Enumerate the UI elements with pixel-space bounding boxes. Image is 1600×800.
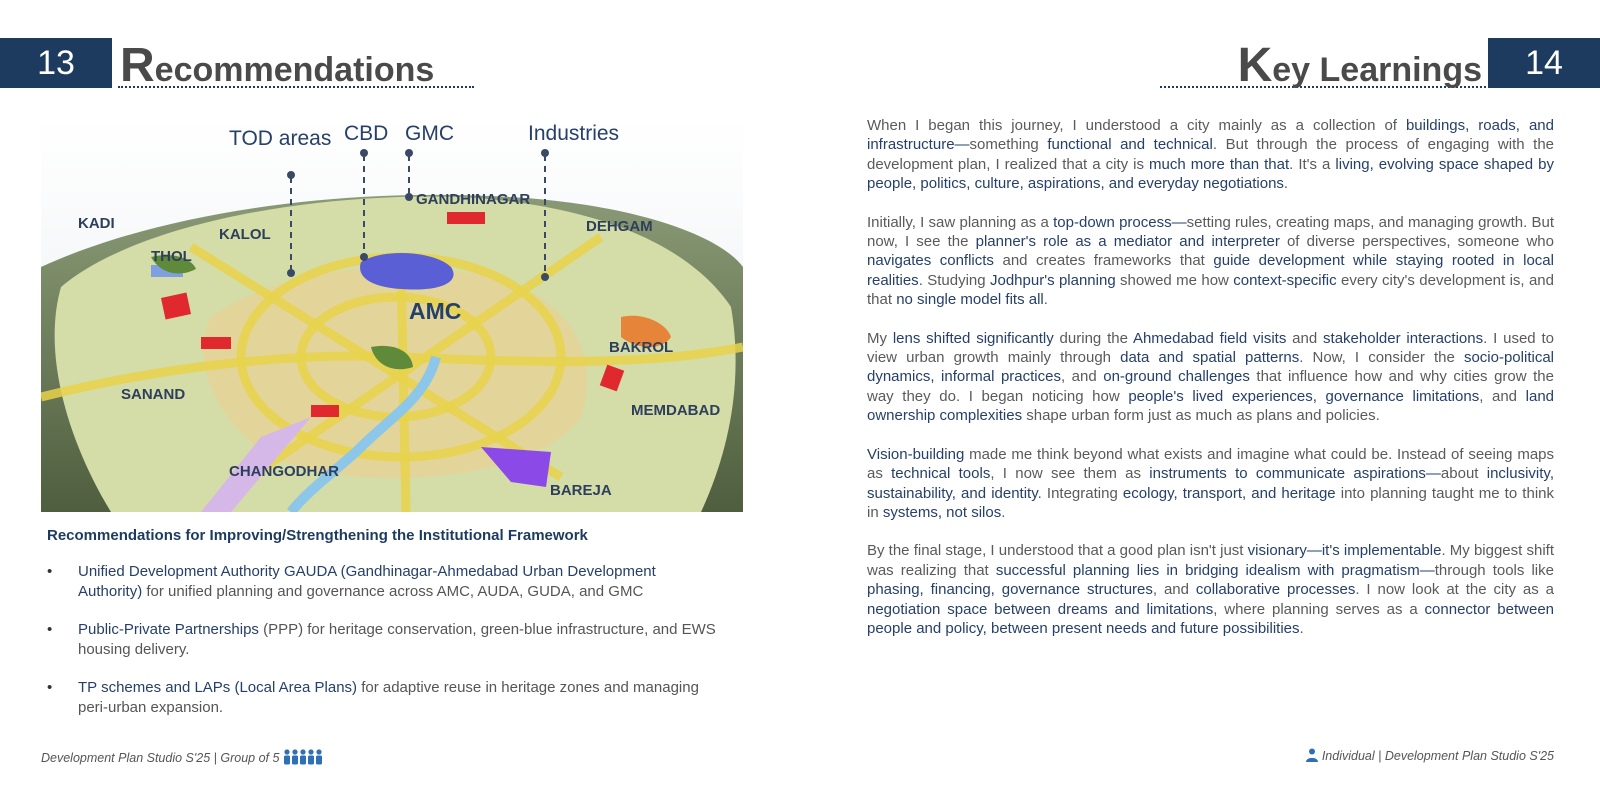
paragraph-text: , I now see them as (990, 465, 1150, 483)
highlight-phrase: buildings, roads, and infrastructure— (867, 117, 1554, 154)
bullet-icon: • (47, 679, 53, 696)
paragraph-text: . (1283, 175, 1289, 193)
development-plan-map (41, 117, 743, 512)
list-item (47, 562, 717, 601)
title-initial: K (1237, 39, 1273, 92)
footer-right-text: Individual | Development Plan Studio S'25 (1321, 748, 1554, 763)
paragraph-text: through tools like (1434, 561, 1554, 579)
map-label-amc: AMC (409, 298, 462, 324)
group-people-icon (283, 748, 323, 769)
map-place-changodhar: CHANGODHAR (229, 463, 339, 480)
map-place-kalol: KALOL (219, 226, 271, 243)
list-item (47, 678, 717, 717)
highlight-phrase: context-specific (1233, 271, 1337, 289)
page-number-left: 13 (0, 38, 112, 88)
paragraph-text: . I used to view urban growth mainly through (867, 329, 1554, 367)
bullet-icon: • (47, 563, 53, 580)
map-place-bakrol: BAKROL (609, 339, 674, 356)
item-highlight: TP schemes and LAPs (Local Area Plans) (78, 679, 358, 696)
paragraph-text: during the (1053, 329, 1133, 347)
paragraph-text: that influence how and why cities grow the way they do. I began noticing how (867, 368, 1554, 405)
highlight-phrase: successful planning lies in bridging idealism with pragmatism— (995, 561, 1435, 579)
highlight-phrase: ecology, transport, and heritage (1122, 484, 1336, 502)
highlight-phrase: phasing, financing, governance structures (867, 581, 1153, 599)
map-place-memdabad: MEMDABAD (631, 402, 721, 419)
learning-paragraph (867, 541, 1554, 638)
page-title-key-learnings (1160, 38, 1486, 92)
paragraph-text: . But through the process of engaging with the development plan, I realized that a city is (867, 136, 1555, 173)
map-label-tod-areas: TOD areas (229, 127, 332, 150)
paragraph-text: Initially, I saw planning as a (867, 213, 1054, 231)
highlight-phrase: much more than that (1149, 155, 1290, 173)
item-highlight: Unified Development Authority GAUDA (Gandhinagar-Ahmedabad Urban Development Authority) (78, 563, 656, 600)
paragraph-text: . I now look at the city as a (1355, 581, 1554, 599)
paragraph-text: , and (1060, 368, 1104, 386)
map-place-gandhinagar: GANDHINAGAR (416, 191, 531, 208)
item-highlight: Public-Private Partnerships (78, 621, 259, 638)
highlight-phrase: lens shifted significantly (892, 329, 1054, 347)
paragraph-text: By the final stage, I understood that a good plan isn't just (867, 542, 1248, 560)
map-place-thol: THOL (151, 248, 192, 265)
paragraph-text: My (867, 329, 893, 347)
person-icon (1306, 748, 1318, 765)
page-title-recommendations (118, 38, 474, 92)
highlight-phrase: top-down process— (1053, 213, 1187, 231)
learning-paragraph (867, 445, 1554, 523)
highlight-phrase: systems, not silos (882, 503, 1002, 521)
paragraph-text: , and (1479, 387, 1526, 405)
paragraph-text: . Integrating (1037, 484, 1123, 502)
paragraph-text: . Studying (918, 271, 990, 289)
key-learnings-body (867, 116, 1554, 657)
title-text: ey Learnings (1272, 51, 1482, 89)
paragraph-text: and (1286, 329, 1324, 347)
paragraph-text: . (1043, 291, 1048, 309)
list-item (47, 620, 717, 659)
paragraph-text: shape urban form just as much as plans and policies. (1022, 407, 1380, 425)
paragraph-text: . (1299, 619, 1304, 637)
recommendations-heading: Recommendations for Improving/Strengthening the Institutional Framework (47, 527, 588, 544)
paragraph-text: and creates frameworks that (993, 252, 1214, 270)
highlight-phrase: stakeholder interactions (1323, 329, 1484, 347)
title-initial: R (120, 39, 155, 92)
learning-paragraph (867, 329, 1554, 426)
paragraph-text: When I began this journey, I understood a city mainly as a collection of (867, 117, 1406, 134)
highlight-phrase: living, evolving space shaped by people, politics, culture, aspirations, and everyday negotiations (867, 155, 1554, 193)
item-text: (PPP) for heritage conservation, green-blue infrastructure, and EWS housing delivery. (78, 621, 716, 658)
item-text: for adaptive reuse in heritage zones and managing peri-urban expansion. (78, 679, 699, 716)
highlight-phrase: visionary—it's implementable (1247, 542, 1442, 560)
item-text: for unified planning and governance across AMC, AUDA, GUDA, and GMC (142, 582, 644, 600)
highlight-phrase: land ownership complexities (867, 387, 1554, 425)
highlight-phrase: collaborative processes (1195, 581, 1356, 599)
highlight-phrase: people's lived experiences, governance limitations (1128, 387, 1480, 405)
learning-paragraph (867, 213, 1554, 310)
paragraph-text: showed me how (1115, 271, 1234, 289)
map-label-industries: Industries (528, 122, 620, 145)
page-number-right: 14 (1488, 38, 1600, 88)
paragraph-text: , and (1152, 581, 1196, 599)
map-place-kadi: KADI (78, 215, 115, 232)
footer-left-text: Development Plan Studio S'25 | Group of 5 (41, 750, 280, 765)
highlight-phrase: planner's role as a mediator and interpreter (975, 233, 1280, 251)
paragraph-text: about (1440, 465, 1487, 483)
highlight-phrase: functional and technical (1047, 136, 1213, 154)
highlight-phrase: Jodhpur's planning (990, 271, 1116, 289)
highlight-phrase: technical tools (891, 465, 991, 483)
map-place-bareja: BAREJA (550, 482, 612, 499)
paragraph-text: made me think beyond what exists and imagine what could be. Instead of seeing maps as (867, 445, 1554, 483)
highlight-phrase: guide development while staying rooted in local realities (867, 252, 1554, 289)
map-label-gmc: GMC (405, 122, 454, 145)
map-label-cbd: CBD (344, 122, 389, 145)
paragraph-text: something (969, 136, 1048, 154)
highlight-phrase: socio-political dynamics, informal practices (867, 349, 1554, 386)
highlight-phrase: instruments to communicate aspirations— (1149, 465, 1441, 483)
highlight-phrase: negotiation space between dreams and limitations (867, 600, 1214, 618)
highlight-phrase: inclusivity, sustainability, and identity (867, 465, 1554, 502)
highlight-phrase: Vision-building (867, 445, 965, 463)
paragraph-text: every city's development is, and that (867, 271, 1554, 309)
footer-right (1306, 748, 1554, 765)
highlight-phrase: Ahmedabad field visits (1132, 329, 1287, 347)
paragraph-text: setting rules, creating maps, and managing growth. But now, I see the (867, 213, 1555, 251)
paragraph-text: . My biggest shift was realizing that (867, 542, 1554, 579)
paragraph-text: , where planning serves as a (1213, 600, 1425, 618)
title-text: ecommendations (154, 51, 435, 89)
highlight-phrase: navigates conflicts (867, 252, 994, 270)
highlight-phrase: on-ground challenges (1103, 368, 1250, 386)
paragraph-text: . (1001, 503, 1006, 521)
paragraph-text: . It's a (1289, 155, 1336, 173)
paragraph-text: of diverse perspectives, someone who (1279, 233, 1554, 251)
paragraph-text: . Now, I consider the (1299, 349, 1464, 367)
highlight-phrase: data and spatial patterns (1120, 349, 1300, 367)
map-place-dehgam: DEHGAM (586, 218, 653, 235)
footer-left (41, 748, 323, 769)
highlight-phrase: no single model fits all (896, 291, 1044, 309)
map-illustration (41, 117, 743, 512)
highlight-phrase: connector between people and policy, between present needs and future possibilities (867, 600, 1555, 637)
recommendations-list (47, 562, 717, 736)
map-place-sanand: SANAND (121, 386, 186, 403)
bullet-icon: • (47, 621, 53, 638)
paragraph-text: into planning taught me to think in (867, 484, 1554, 521)
learning-paragraph (867, 116, 1554, 194)
